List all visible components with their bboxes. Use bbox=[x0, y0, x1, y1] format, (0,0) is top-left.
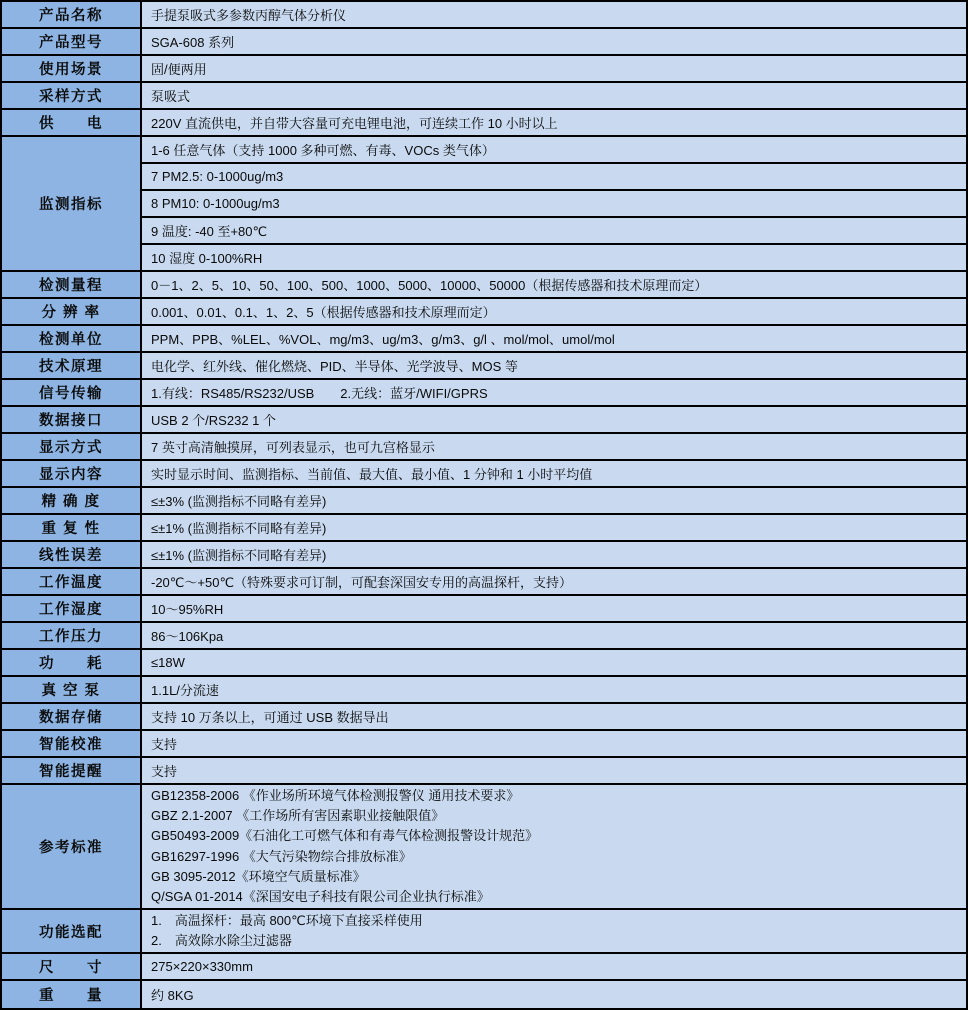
spec-value: 220V 直流供电，并自带大容量可充电锂电池，可连续工作 10 小时以上 bbox=[142, 110, 966, 135]
reference-standard-item: GBZ 2.1-2007 《工作场所有害因素职业接触限值》 bbox=[151, 808, 445, 824]
monitoring-indicator-item: 9 温度: -40 至+80℃ bbox=[142, 218, 966, 245]
spec-label: 产品型号 bbox=[2, 29, 142, 54]
spec-row-operating-humidity bbox=[2, 596, 966, 623]
spec-value: 电化学、红外线、催化燃烧、PID、半导体、光学波导、MOS 等 bbox=[142, 353, 966, 378]
spec-value: SGA-608 系列 bbox=[142, 29, 966, 54]
spec-value: 约 8KG bbox=[142, 981, 966, 1008]
reference-standard-item: GB 3095-2012《环境空气质量标准》 bbox=[151, 868, 366, 884]
spec-row-resolution bbox=[2, 299, 966, 326]
spec-value: 泵吸式 bbox=[142, 83, 966, 108]
monitoring-indicator-item: 8 PM10: 0-1000ug/m3 bbox=[142, 191, 966, 218]
spec-label: 使用场景 bbox=[2, 56, 142, 81]
spec-row-weight bbox=[2, 981, 966, 1008]
spec-label: 尺 寸 bbox=[2, 954, 142, 979]
spec-label: 工作湿度 bbox=[2, 596, 142, 621]
spec-row-smart-calibration bbox=[2, 731, 966, 758]
spec-label: 数据接口 bbox=[2, 407, 142, 432]
monitoring-indicator-item: 1-6 任意气体（支持 1000 多种可燃、有毒、VOCs 类气体） bbox=[142, 137, 966, 164]
spec-value: 手提泵吸式多参数丙醇气体分析仪 bbox=[142, 2, 966, 27]
spec-row-vacuum-pump bbox=[2, 677, 966, 704]
spec-row-detection-range bbox=[2, 272, 966, 299]
spec-row-power-supply bbox=[2, 110, 966, 137]
spec-label: 采样方式 bbox=[2, 83, 142, 108]
spec-row-smart-reminder bbox=[2, 758, 966, 785]
spec-value: USB 2 个/RS232 1 个 bbox=[142, 407, 966, 432]
spec-label: 功 耗 bbox=[2, 650, 142, 675]
spec-label: 智能校准 bbox=[2, 731, 142, 756]
spec-label: 技术原理 bbox=[2, 353, 142, 378]
spec-label: 产品名称 bbox=[2, 2, 142, 27]
optional-feature-list bbox=[142, 910, 966, 952]
spec-row-signal-transmission bbox=[2, 380, 966, 407]
reference-standard-item: GB12358-2006 《作业场所环境气体检测报警仪 通用技术要求》 bbox=[151, 787, 520, 803]
spec-label: 精 确 度 bbox=[2, 488, 142, 513]
spec-row-monitoring-indicators bbox=[2, 137, 966, 272]
spec-row-operating-pressure bbox=[2, 623, 966, 650]
reference-standard-item: GB16297-1996 《大气污染物综合排放标准》 bbox=[151, 848, 412, 864]
spec-row-data-storage bbox=[2, 704, 966, 731]
monitoring-indicator-item: 10 湿度 0-100%RH bbox=[142, 245, 966, 270]
spec-row-accuracy bbox=[2, 488, 966, 515]
spec-value: 86～106Kpa bbox=[142, 623, 966, 648]
spec-value: 支持 bbox=[142, 758, 966, 783]
spec-row-usage-scene bbox=[2, 56, 966, 83]
spec-row-display-mode bbox=[2, 434, 966, 461]
spec-row-detection-unit bbox=[2, 326, 966, 353]
spec-row-display-content bbox=[2, 461, 966, 488]
spec-value: 10～95%RH bbox=[142, 596, 966, 621]
spec-label: 显示内容 bbox=[2, 461, 142, 486]
spec-row-optional-features bbox=[2, 910, 966, 954]
reference-standard-item: Q/SGA 01-2014《深国安电子科技有限公司企业执行标准》 bbox=[151, 888, 490, 904]
spec-value: ≤±1% (监测指标不同略有差异) bbox=[142, 515, 966, 540]
spec-value: 实时显示时间、监测指标、当前值、最大值、最小值、1 分钟和 1 小时平均值 bbox=[142, 461, 966, 486]
spec-value: PPM、PPB、%LEL、%VOL、mg/m3、ug/m3、g/m3、g/l 、mol/mol、umol/mol bbox=[142, 326, 966, 351]
spec-row-technical-principle bbox=[2, 353, 966, 380]
spec-value: ≤±1% (监测指标不同略有差异) bbox=[142, 542, 966, 567]
spec-row-data-interface bbox=[2, 407, 966, 434]
spec-row-dimensions bbox=[2, 954, 966, 981]
spec-value: ≤±3% (监测指标不同略有差异) bbox=[142, 488, 966, 513]
spec-row-sampling-method bbox=[2, 83, 966, 110]
spec-value: 7 英寸高清触摸屏，可列表显示，也可九宫格显示 bbox=[142, 434, 966, 459]
monitoring-indicator-list bbox=[142, 137, 966, 270]
reference-standard-item: GB50493-2009《石油化工可燃气体和有毒气体检测报警设计规范》 bbox=[151, 828, 539, 844]
spec-label: 工作温度 bbox=[2, 569, 142, 594]
spec-row-repeatability bbox=[2, 515, 966, 542]
optional-feature-item: 2. 高效除水除尘过滤器 bbox=[151, 933, 292, 948]
optional-feature-item: 1. 高温探杆：最高 800℃环境下直接采样使用 bbox=[151, 912, 423, 928]
spec-value: 0－1、2、5、10、50、100、500、1000、5000、10000、50000（根据传感器和技术原理而定） bbox=[142, 272, 966, 297]
spec-value: ≤18W bbox=[142, 650, 966, 675]
reference-standard-list bbox=[142, 785, 966, 908]
spec-row-product-name bbox=[2, 2, 966, 29]
spec-value: 支持 bbox=[142, 731, 966, 756]
spec-label: 工作压力 bbox=[2, 623, 142, 648]
spec-label: 重 量 bbox=[2, 981, 142, 1008]
spec-label: 监测指标 bbox=[2, 137, 142, 270]
spec-label: 分 辨 率 bbox=[2, 299, 142, 324]
spec-row-linearity-error bbox=[2, 542, 966, 569]
spec-value: 275×220×330mm bbox=[142, 954, 966, 979]
spec-label: 功能选配 bbox=[2, 910, 142, 952]
spec-label: 信号传输 bbox=[2, 380, 142, 405]
spec-label: 智能提醒 bbox=[2, 758, 142, 783]
spec-row-product-model bbox=[2, 29, 966, 56]
monitoring-indicator-item: 7 PM2.5: 0-1000ug/m3 bbox=[142, 164, 966, 191]
spec-label: 参考标准 bbox=[2, 785, 142, 908]
spec-label: 供 电 bbox=[2, 110, 142, 135]
spec-value: 支持 10 万条以上，可通过 USB 数据导出 bbox=[142, 704, 966, 729]
spec-row-power-consumption bbox=[2, 650, 966, 677]
spec-label: 真 空 泵 bbox=[2, 677, 142, 702]
spec-label: 检测量程 bbox=[2, 272, 142, 297]
spec-value: 固/便两用 bbox=[142, 56, 966, 81]
spec-label: 数据存储 bbox=[2, 704, 142, 729]
spec-value: -20℃～+50℃（特殊要求可订制，可配套深国安专用的高温探杆，支持） bbox=[142, 569, 966, 594]
spec-label: 重 复 性 bbox=[2, 515, 142, 540]
spec-row-operating-temperature bbox=[2, 569, 966, 596]
spec-label: 检测单位 bbox=[2, 326, 142, 351]
spec-value: 1.有线：RS485/RS232/USB 2.无线：蓝牙/WIFI/GPRS bbox=[142, 380, 966, 405]
spec-value: 1.1L/分流速 bbox=[142, 677, 966, 702]
spec-value: 0.001、0.01、0.1、1、2、5（根据传感器和技术原理而定） bbox=[142, 299, 966, 324]
spec-label: 显示方式 bbox=[2, 434, 142, 459]
spec-row-reference-standards bbox=[2, 785, 966, 910]
spec-label: 线性误差 bbox=[2, 542, 142, 567]
